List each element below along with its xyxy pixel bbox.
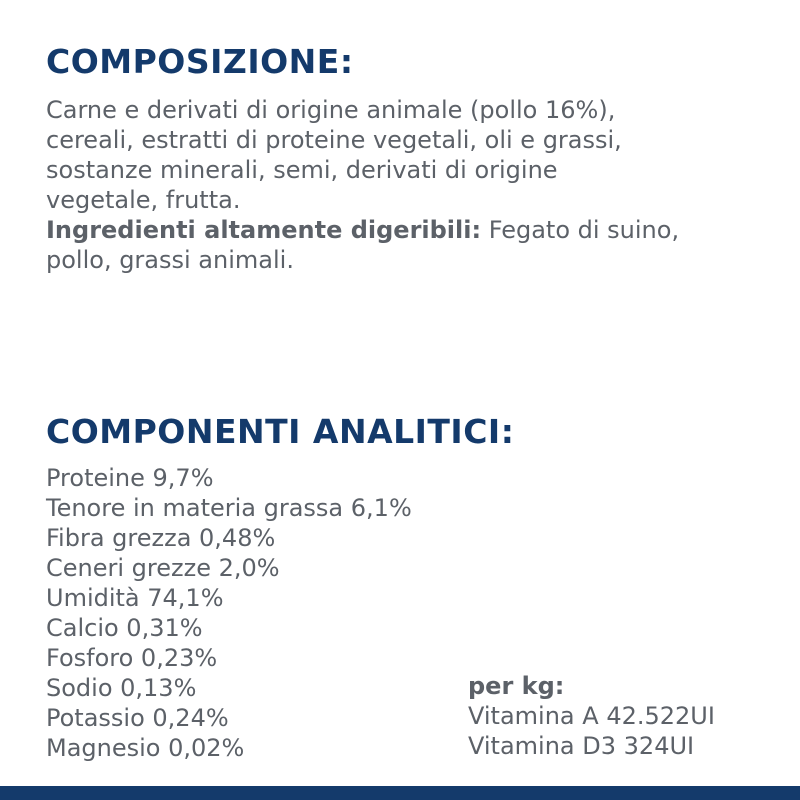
per-kg-block (468, 671, 715, 761)
analytical-components-list (46, 463, 412, 763)
analytical-item: Umidità 74,1% (46, 584, 224, 612)
analytical-item: Fibra grezza 0,48% (46, 524, 276, 552)
per-kg-title: per kg: (468, 672, 565, 700)
analytical-item: Calcio 0,31% (46, 614, 203, 642)
composition-heading: COMPOSIZIONE: (46, 42, 354, 81)
highly-digestible-text: Fegato di suino, (481, 216, 680, 244)
composition-line: sostanze minerali, semi, derivati di origine (46, 156, 558, 184)
analytical-item: Fosforo 0,23% (46, 644, 218, 672)
analytical-item: Tenore in materia grassa 6,1% (46, 494, 412, 522)
composition-line: Carne e derivati di origine animale (pollo 16%), (46, 96, 616, 124)
analytical-item: Potassio 0,24% (46, 704, 229, 732)
composition-line: vegetale, frutta. (46, 186, 241, 214)
vitamin-item: Vitamina D3 324UI (468, 732, 695, 760)
composition-line: cereali, estratti di proteine vegetali, oli e grassi, (46, 126, 622, 154)
highly-digestible-label: Ingredienti altamente digeribili: (46, 216, 482, 244)
highly-digestible-line (46, 215, 766, 245)
analytical-components-heading: COMPONENTI ANALITICI: (46, 412, 515, 451)
analytical-item: Sodio 0,13% (46, 674, 197, 702)
analytical-item: Proteine 9,7% (46, 464, 214, 492)
highly-digestible-text-cont: pollo, grassi animali. (46, 246, 294, 274)
analytical-item: Ceneri grezze 2,0% (46, 554, 280, 582)
composition-text (46, 95, 766, 275)
analytical-item: Magnesio 0,02% (46, 734, 245, 762)
vitamin-item: Vitamina A 42.522UI (468, 702, 715, 730)
bottom-band (0, 786, 800, 800)
